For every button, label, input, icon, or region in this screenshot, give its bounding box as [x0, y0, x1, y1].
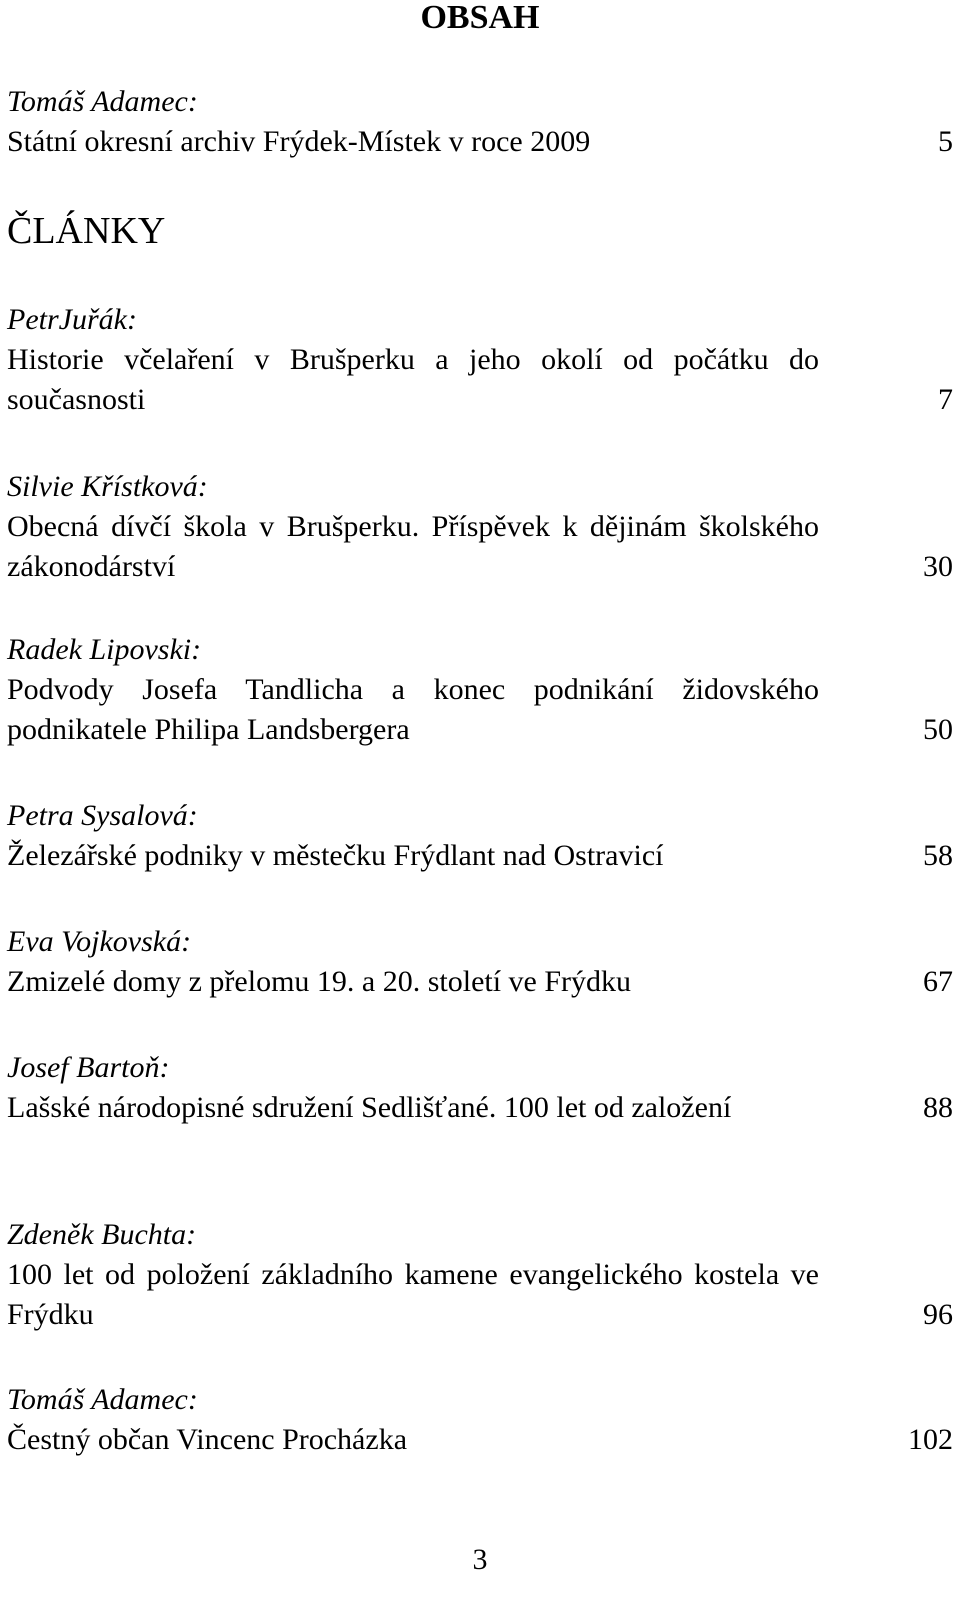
toc-entry — [7, 467, 953, 587]
entry-title: Lašské národopisné sdružení Sedlišťané. 100 let od založení — [7, 1091, 732, 1124]
toc-entry — [7, 630, 953, 750]
entry-author: Zdeněk Buchta: — [7, 1218, 197, 1251]
entry-title: Podvody Josefa Tandlicha a konec podnikání židovského podnikatele Philipa Landsbergera — [7, 673, 819, 746]
section-title: ČLÁNKY — [7, 210, 166, 252]
entry-author: Josef Bartoň: — [7, 1051, 170, 1084]
footer-page-number: 3 — [472, 1543, 488, 1576]
entry-author: Tomáš Adamec: — [7, 1383, 198, 1416]
entry-page-number: 30 — [923, 550, 953, 583]
entry-page-number: 7 — [938, 383, 953, 416]
entry-title: Čestný občan Vincenc Procházka — [7, 1423, 408, 1456]
entry-author: Silvie Křístková: — [7, 470, 208, 503]
entry-page-number: 67 — [923, 965, 953, 998]
toc-entry — [7, 1380, 953, 1460]
entry-page-number: 88 — [923, 1091, 953, 1124]
toc-entry — [7, 300, 953, 420]
toc-entry — [7, 796, 953, 876]
toc-entry — [7, 922, 953, 1002]
entry-author: Petra Sysalová: — [7, 799, 198, 832]
entry-title: Železářské podniky v městečku Frýdlant nad Ostravicí — [7, 839, 664, 872]
entry-page-number: 102 — [908, 1423, 953, 1456]
page-heading: OBSAH — [420, 0, 540, 36]
entry-title: 100 let od položení základního kamene evangelického kostela ve Frýdku — [7, 1258, 819, 1331]
toc-entry — [7, 1215, 953, 1335]
entry-author: Tomáš Adamec: — [7, 85, 198, 118]
toc-entry — [7, 1048, 953, 1128]
entry-title: Státní okresní archiv Frýdek-Místek v roce 2009 — [7, 125, 591, 158]
toc-entry-intro — [7, 82, 953, 162]
entry-page-number: 5 — [938, 125, 953, 158]
entry-title: Obecná dívčí škola v Brušperku. Příspěvek k dějinám školského zákonodárství — [7, 510, 819, 583]
entry-page-number: 58 — [923, 839, 953, 872]
entry-page-number: 50 — [923, 713, 953, 746]
entry-title: Zmizelé domy z přelomu 19. a 20. století ve Frýdku — [7, 965, 632, 998]
entry-title: Historie včelaření v Brušperku a jeho okolí od počátku do současnosti — [7, 343, 819, 416]
entry-page-number: 96 — [923, 1298, 953, 1331]
entry-author: Eva Vojkovská: — [7, 925, 192, 958]
entry-author: PetrJuřák: — [7, 303, 137, 336]
entry-author: Radek Lipovski: — [7, 633, 202, 666]
